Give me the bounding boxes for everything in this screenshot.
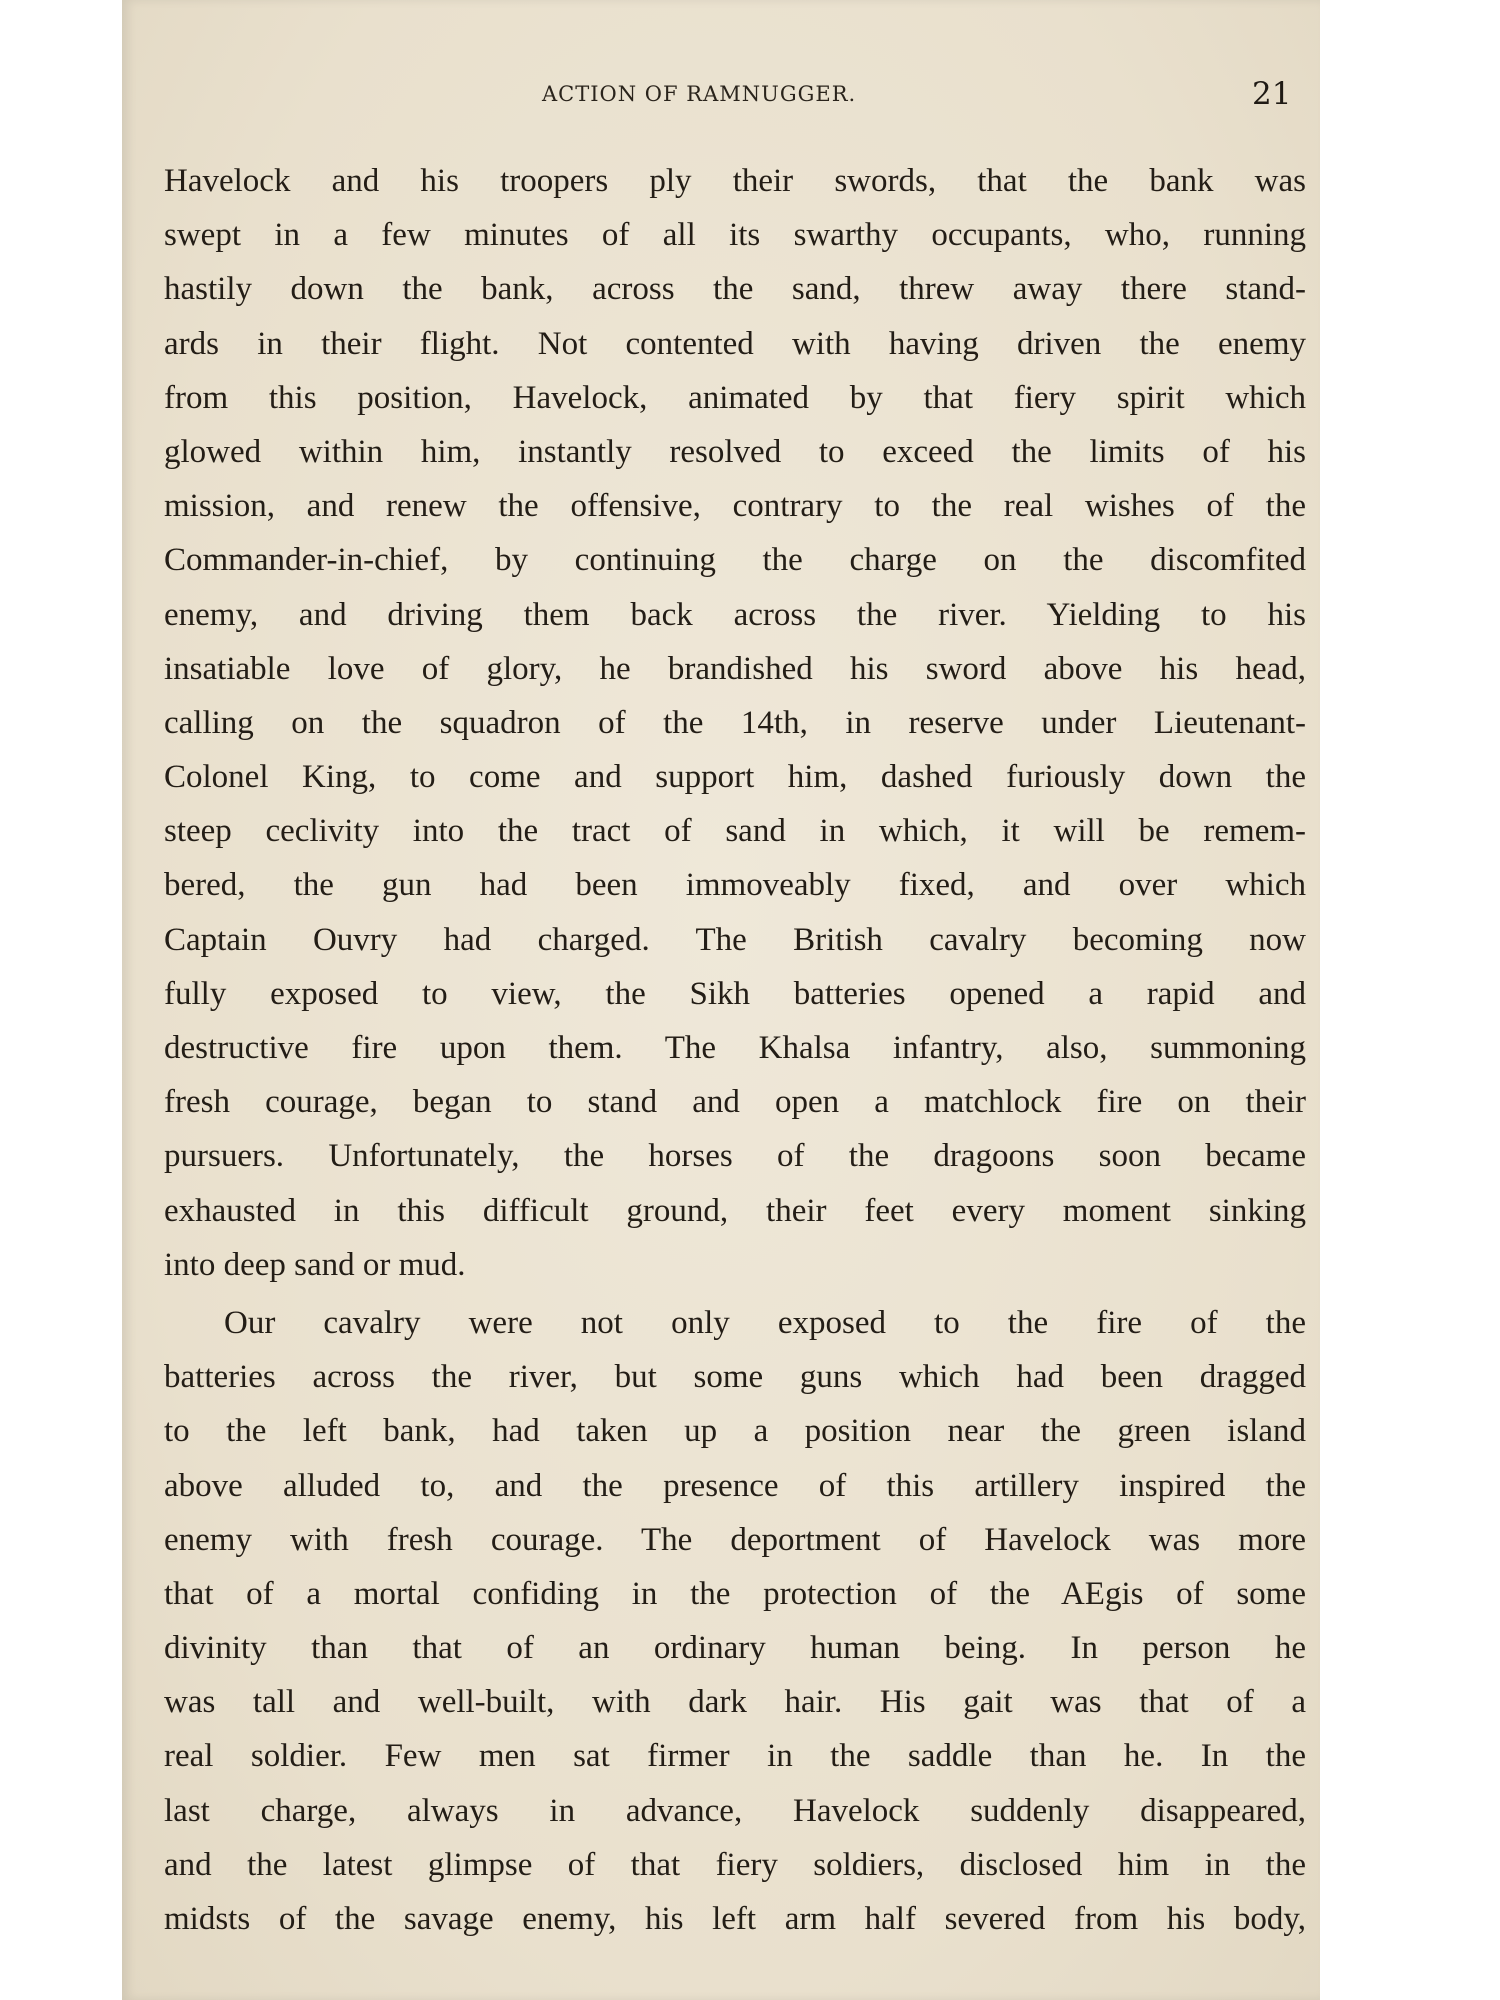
text-line: and the latest glimpse of that fiery soldiers, disclosed him in the: [164, 1846, 1306, 1883]
text-line: Captain Ouvry had charged. The British cavalry becoming now: [164, 921, 1306, 958]
text-line: Commander-in-chief, by continuing the charge on the discomfited: [164, 542, 1306, 579]
text-line: destructive fire upon them. The Khalsa infantry, also, summoning: [164, 1030, 1306, 1066]
text-line: last charge, always in advance, Havelock suddenly disappeared,: [164, 1792, 1306, 1829]
text-line: pursuers. Unfortunately, the horses of the dragoons soon became: [164, 1138, 1306, 1175]
text-line: bered, the gun had been immoveably fixed, and over which: [164, 867, 1306, 904]
text-line: insatiable love of glory, he brandished his sword above his head,: [164, 650, 1306, 687]
text-line: divinity than that of an ordinary human being. In person he: [164, 1630, 1306, 1667]
text-line: calling on the squadron of the 14th, in reserve under Lieutenant-: [164, 704, 1306, 741]
text-line: from this position, Havelock, animated by that fiery spirit which: [164, 379, 1306, 416]
text-line: exhausted in this difficult ground, their feet every moment sinking: [164, 1192, 1306, 1229]
text-line: hastily down the bank, across the sand, threw away there stand-: [164, 271, 1306, 308]
text-line: fresh courage, began to stand and open a matchlock fire on their: [164, 1084, 1306, 1121]
page-number: 21: [1252, 76, 1292, 112]
text-line: enemy with fresh courage. The deportment of Havelock was more: [164, 1521, 1306, 1558]
text-line: steep ceclivity into the tract of sand in which, it will be remem-: [164, 813, 1306, 850]
text-line: mission, and renew the offensive, contrary to the real wishes of the: [164, 488, 1306, 525]
text-line: that of a mortal confiding in the protection of the AEgis of some: [164, 1575, 1306, 1612]
running-title: ACTION OF RAMNUGGER.: [542, 82, 857, 106]
text-line: midsts of the savage enemy, his left arm half severed from his body,: [164, 1901, 1306, 1937]
text-line: Our cavalry were not only exposed to the fire of the: [224, 1304, 1306, 1341]
text-line: into deep sand or mud.: [164, 1246, 466, 1283]
text-line: swept in a few minutes of all its swarthy occupants, who, running: [164, 217, 1306, 254]
text-line: was tall and well-built, with dark hair. His gait was that of a: [164, 1684, 1306, 1721]
text-line: Havelock and his troopers ply their swords, that the bank was: [164, 163, 1306, 199]
body-text: [164, 154, 1306, 1946]
book-page: [122, 0, 1320, 2000]
text-line: Colonel King, to come and support him, dashed furiously down the: [164, 759, 1306, 796]
text-line: real soldier. Few men sat firmer in the saddle than he. In the: [164, 1738, 1306, 1775]
text-line: above alluded to, and the presence of this artillery inspired the: [164, 1467, 1306, 1504]
text-line: to the left bank, had taken up a position near the green island: [164, 1413, 1306, 1450]
text-line: ards in their flight. Not contented with having driven the enemy: [164, 325, 1306, 362]
text-line: batteries across the river, but some guns which had been dragged: [164, 1359, 1306, 1396]
text-line: glowed within him, instantly resolved to exceed the limits of his: [164, 433, 1306, 470]
page-header: [122, 76, 1320, 126]
text-line: fully exposed to view, the Sikh batteries opened a rapid and: [164, 975, 1306, 1012]
text-line: enemy, and driving them back across the river. Yielding to his: [164, 596, 1306, 633]
